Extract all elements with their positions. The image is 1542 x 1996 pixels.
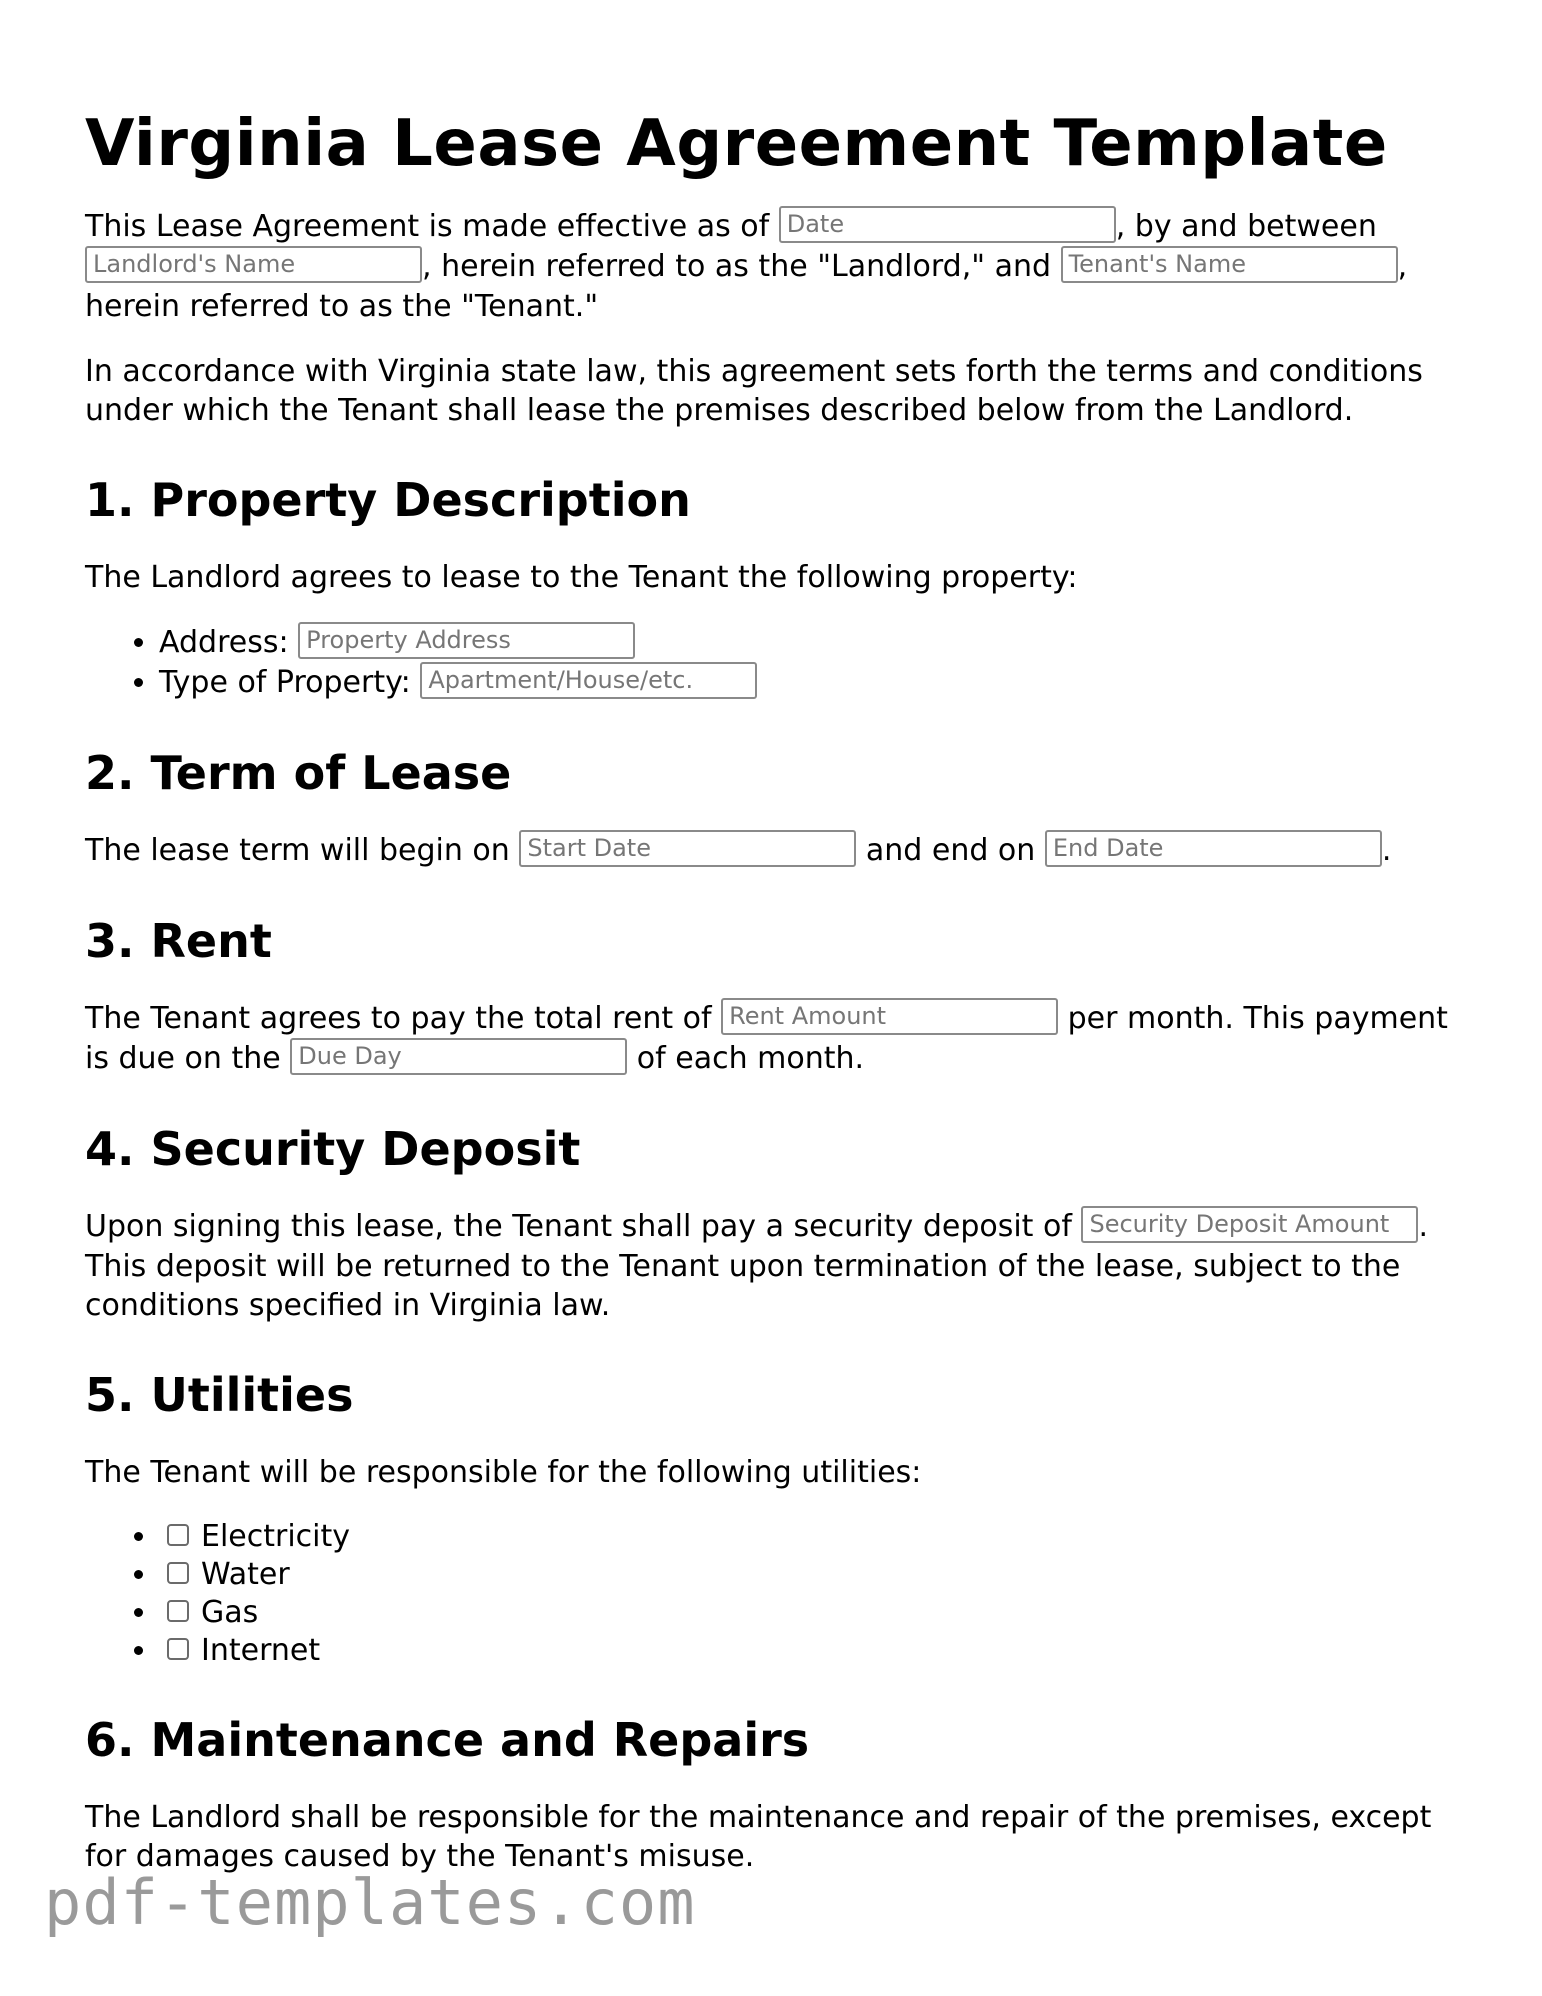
term-text-3: . <box>1381 833 1392 868</box>
list-item <box>159 1556 1465 1594</box>
property-type-label: Type of Property: <box>159 665 411 700</box>
list-item <box>159 623 1465 663</box>
document-page <box>85 0 1465 1902</box>
rent-text-3: of each month. <box>636 1041 865 1076</box>
internet-checkbox[interactable] <box>167 1638 189 1660</box>
utilities-text: The Tenant will be responsible for the following utilities: <box>85 1455 922 1490</box>
utility-label: Internet <box>201 1633 321 1668</box>
landlord-name-input[interactable]: Landlord's Name <box>85 246 422 283</box>
section-heading-rent: 3. Rent <box>85 914 272 968</box>
tenant-name-input[interactable]: Tenant's Name <box>1061 246 1398 283</box>
term-paragraph <box>85 831 1465 871</box>
maintenance-paragraph: The Landlord shall be responsible for the maintenance and repair of the premises, except for damages caused by the Tenant's misuse. <box>85 1800 1432 1874</box>
address-label: Address: <box>159 625 289 660</box>
intro-text-1: This Lease Agreement is made effective as of <box>85 209 770 244</box>
start-date-input[interactable]: Start Date <box>519 830 856 867</box>
gas-checkbox[interactable] <box>167 1600 189 1622</box>
property-type-input[interactable]: Apartment/House/etc. <box>420 662 757 699</box>
end-date-input[interactable]: End Date <box>1045 830 1382 867</box>
utility-label: Gas <box>201 1595 259 1630</box>
section-heading-property: 1. Property Description <box>85 473 691 527</box>
rent-amount-input[interactable]: Rent Amount <box>721 998 1058 1035</box>
section-heading-deposit: 4. Security Deposit <box>85 1122 581 1176</box>
list-item <box>159 1518 1465 1556</box>
section-heading-term: 2. Term of Lease <box>85 746 512 800</box>
intro-paragraph <box>85 207 1465 326</box>
deposit-paragraph <box>85 1207 1465 1325</box>
intro-text-2: , by and between <box>1115 209 1377 244</box>
document-title: Virginia Lease Agreement Template <box>85 107 1388 181</box>
list-item <box>159 1632 1465 1670</box>
term-text-1: The lease term will begin on <box>85 833 510 868</box>
deposit-text-2: . This deposit will be returned to the Tenant upon termination of the lease, subject to the conditions specified in Virginia law. <box>85 1209 1428 1323</box>
property-address-input[interactable]: Property Address <box>298 622 635 659</box>
rent-paragraph <box>85 999 1465 1079</box>
utility-label: Electricity <box>201 1519 351 1554</box>
date-input[interactable]: Date <box>779 206 1116 243</box>
due-day-input[interactable]: Due Day <box>290 1038 627 1075</box>
electricity-checkbox[interactable] <box>167 1524 189 1546</box>
section-heading-utilities: 5. Utilities <box>85 1368 354 1422</box>
deposit-text-1: Upon signing this lease, the Tenant shall pay a security deposit of <box>85 1209 1072 1244</box>
law-paragraph: In accordance with Virginia state law, this agreement sets forth the terms and conditions under which the Tenant shall lease the premises described below from the Landlord. <box>85 354 1423 428</box>
intro-text-4: , <box>1397 249 1408 284</box>
rent-text-2: per month. This payment is due on the <box>85 1001 1448 1076</box>
water-checkbox[interactable] <box>167 1562 189 1584</box>
property-list <box>85 623 1465 703</box>
security-deposit-input[interactable]: Security Deposit Amount <box>1081 1206 1418 1243</box>
list-item <box>159 1594 1465 1632</box>
list-item <box>159 663 1465 703</box>
watermark: pdf-templates.com <box>44 1866 696 1939</box>
intro-text-5: herein referred to as the "Tenant." <box>85 289 599 324</box>
section-heading-maintenance: 6. Maintenance and Repairs <box>85 1713 810 1767</box>
utility-label: Water <box>201 1557 290 1592</box>
utilities-list <box>85 1518 1465 1670</box>
intro-text-3: , herein referred to as the "Landlord," and <box>422 249 1052 284</box>
property-text: The Landlord agrees to lease to the Tenant the following property: <box>85 560 1078 595</box>
rent-text-1: The Tenant agrees to pay the total rent of <box>85 1001 712 1036</box>
term-text-2: and end on <box>865 833 1036 868</box>
